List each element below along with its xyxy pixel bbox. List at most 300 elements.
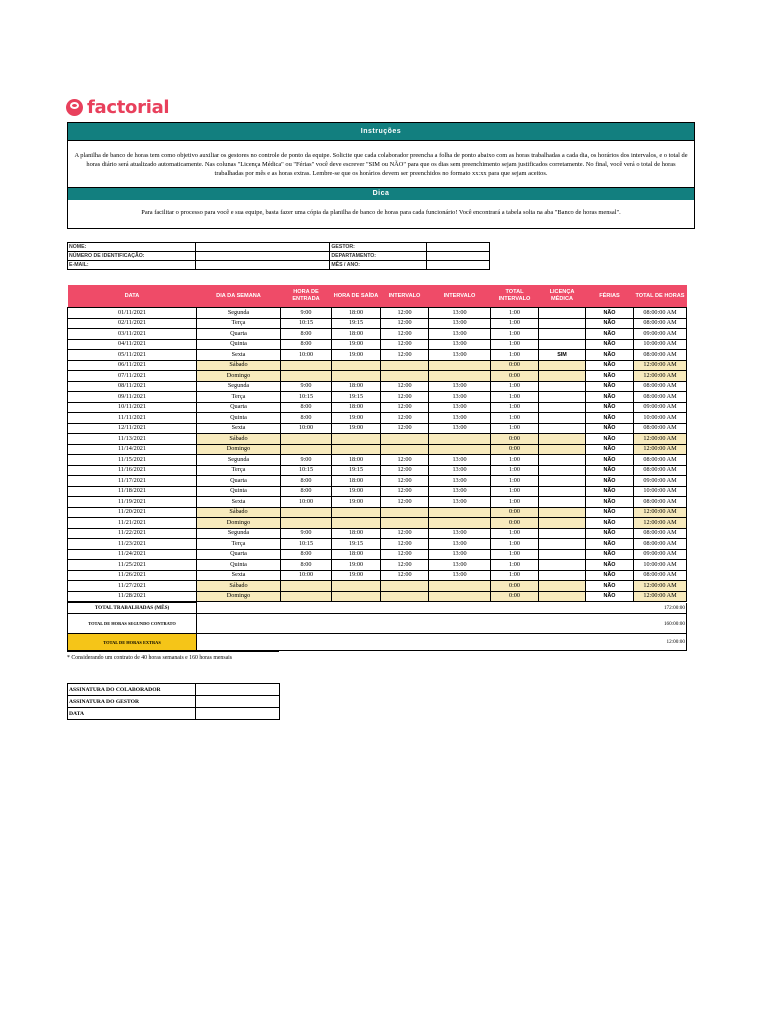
weekday-cell: Domingo bbox=[197, 444, 281, 455]
date-cell: 11/27/2021 bbox=[68, 581, 197, 592]
break-end-cell[interactable] bbox=[429, 360, 491, 371]
instructions-title: Instruções bbox=[68, 123, 694, 140]
break-start-cell[interactable] bbox=[381, 434, 429, 445]
break-start-cell[interactable]: 12:00 bbox=[381, 549, 429, 560]
exit-time-cell[interactable] bbox=[332, 444, 381, 455]
vacation-cell[interactable]: NÃO bbox=[586, 371, 634, 382]
medical-leave-cell[interactable] bbox=[539, 413, 586, 424]
table-row bbox=[68, 581, 687, 592]
entry-time-cell[interactable]: 10:15 bbox=[281, 465, 332, 476]
table-row bbox=[68, 455, 687, 466]
total-hours-cell: 12:00:00 AM bbox=[634, 434, 687, 445]
break-end-cell[interactable] bbox=[429, 434, 491, 445]
exit-time-cell[interactable] bbox=[332, 434, 381, 445]
break-end-cell[interactable]: 13:00 bbox=[429, 497, 491, 508]
break-end-cell[interactable]: 13:00 bbox=[429, 528, 491, 539]
date-cell: 02/11/2021 bbox=[68, 318, 197, 329]
break-end-cell[interactable]: 13:00 bbox=[429, 465, 491, 476]
exit-time-cell[interactable]: 19:00 bbox=[332, 560, 381, 571]
break-start-cell[interactable]: 12:00 bbox=[381, 539, 429, 550]
break-end-cell[interactable]: 13:00 bbox=[429, 392, 491, 403]
total-break-cell: 0:00 bbox=[491, 518, 539, 529]
entry-time-cell[interactable]: 10:15 bbox=[281, 539, 332, 550]
date-cell: 07/11/2021 bbox=[68, 371, 197, 382]
break-start-cell[interactable]: 12:00 bbox=[381, 392, 429, 403]
weekday-cell: Sexta bbox=[197, 497, 281, 508]
date-cell: 01/11/2021 bbox=[68, 308, 197, 319]
exit-time-cell[interactable]: 18:00 bbox=[332, 455, 381, 466]
break-end-cell[interactable]: 13:00 bbox=[429, 476, 491, 487]
break-start-cell[interactable]: 12:00 bbox=[381, 413, 429, 424]
date-cell: 11/22/2021 bbox=[68, 528, 197, 539]
break-start-cell[interactable] bbox=[381, 591, 429, 602]
total-hours-cell: 08:00:00 AM bbox=[634, 350, 687, 361]
vacation-cell[interactable]: NÃO bbox=[586, 455, 634, 466]
total-break-cell: 1:00 bbox=[491, 476, 539, 487]
table-row bbox=[68, 434, 687, 445]
entry-time-cell[interactable]: 8:00 bbox=[281, 476, 332, 487]
table-row bbox=[68, 360, 687, 371]
exit-time-cell[interactable] bbox=[332, 581, 381, 592]
medical-leave-cell[interactable] bbox=[539, 402, 586, 413]
table-row bbox=[68, 518, 687, 529]
entry-time-cell[interactable]: 10:00 bbox=[281, 350, 332, 361]
entry-time-cell[interactable]: 10:00 bbox=[281, 570, 332, 581]
break-end-cell[interactable]: 13:00 bbox=[429, 381, 491, 392]
break-end-cell[interactable]: 13:00 bbox=[429, 402, 491, 413]
total-hours-cell: 12:00:00 AM bbox=[634, 360, 687, 371]
medical-leave-cell[interactable] bbox=[539, 476, 586, 487]
exit-time-cell[interactable]: 18:00 bbox=[332, 308, 381, 319]
table-row bbox=[68, 570, 687, 581]
medical-leave-cell[interactable] bbox=[539, 371, 586, 382]
weekday-cell: Sábado bbox=[197, 507, 281, 518]
total-extra-label: TOTAL DE HORAS EXTRAS bbox=[68, 634, 197, 651]
department-field[interactable] bbox=[427, 252, 490, 261]
vacation-cell[interactable]: NÃO bbox=[586, 423, 634, 434]
break-start-cell[interactable]: 12:00 bbox=[381, 402, 429, 413]
total-hours-cell: 09:00:00 AM bbox=[634, 329, 687, 340]
month-year-label: MÊS / ANO: bbox=[330, 261, 427, 270]
break-start-cell[interactable] bbox=[381, 581, 429, 592]
table-row bbox=[68, 486, 687, 497]
weekday-cell: Quarta bbox=[197, 549, 281, 560]
vacation-cell[interactable]: NÃO bbox=[586, 476, 634, 487]
column-header: FÉRIAS bbox=[586, 285, 634, 308]
table-row bbox=[68, 318, 687, 329]
entry-time-cell[interactable]: 10:15 bbox=[281, 392, 332, 403]
medical-leave-cell[interactable] bbox=[539, 570, 586, 581]
manager-label: GESTOR: bbox=[330, 243, 427, 252]
total-hours-cell: 12:00:00 AM bbox=[634, 444, 687, 455]
entry-time-cell[interactable] bbox=[281, 371, 332, 382]
vacation-cell[interactable]: NÃO bbox=[586, 360, 634, 371]
weekday-cell: Quinta bbox=[197, 560, 281, 571]
weekday-cell: Sábado bbox=[197, 581, 281, 592]
vacation-cell[interactable]: NÃO bbox=[586, 465, 634, 476]
break-start-cell[interactable]: 12:00 bbox=[381, 560, 429, 571]
employee-info-table bbox=[67, 242, 490, 270]
medical-leave-cell[interactable] bbox=[539, 518, 586, 529]
entry-time-cell[interactable] bbox=[281, 518, 332, 529]
exit-time-cell[interactable]: 19:00 bbox=[332, 339, 381, 350]
entry-time-cell[interactable] bbox=[281, 444, 332, 455]
weekday-cell: Segunda bbox=[197, 528, 281, 539]
entry-time-cell[interactable]: 8:00 bbox=[281, 549, 332, 560]
date-cell: 11/25/2021 bbox=[68, 560, 197, 571]
entry-time-cell[interactable]: 9:00 bbox=[281, 528, 332, 539]
exit-time-cell[interactable]: 19:00 bbox=[332, 486, 381, 497]
vacation-cell[interactable]: NÃO bbox=[586, 528, 634, 539]
break-start-cell[interactable]: 12:00 bbox=[381, 486, 429, 497]
vacation-cell[interactable]: NÃO bbox=[586, 560, 634, 571]
break-end-cell[interactable] bbox=[429, 507, 491, 518]
break-start-cell[interactable]: 12:00 bbox=[381, 423, 429, 434]
break-end-cell[interactable]: 13:00 bbox=[429, 549, 491, 560]
weekday-cell: Terça bbox=[197, 539, 281, 550]
medical-leave-cell[interactable] bbox=[539, 549, 586, 560]
totals-table bbox=[67, 602, 687, 651]
entry-time-cell[interactable]: 9:00 bbox=[281, 455, 332, 466]
total-hours-cell: 08:00:00 AM bbox=[634, 455, 687, 466]
table-row bbox=[68, 497, 687, 508]
total-hours-cell: 08:00:00 AM bbox=[634, 539, 687, 550]
total-break-cell: 0:00 bbox=[491, 507, 539, 518]
email-field[interactable] bbox=[195, 261, 330, 270]
weekday-cell: Quinta bbox=[197, 486, 281, 497]
entry-time-cell[interactable]: 10:15 bbox=[281, 318, 332, 329]
date-cell: 11/23/2021 bbox=[68, 539, 197, 550]
factorial-logo-icon bbox=[66, 99, 83, 116]
table-row bbox=[68, 371, 687, 382]
date-cell: 10/11/2021 bbox=[68, 402, 197, 413]
name-label: NOME: bbox=[68, 243, 196, 252]
vacation-cell[interactable]: NÃO bbox=[586, 444, 634, 455]
vacation-cell[interactable]: NÃO bbox=[586, 570, 634, 581]
exit-time-cell[interactable]: 19:15 bbox=[332, 392, 381, 403]
break-end-cell[interactable] bbox=[429, 518, 491, 529]
vacation-cell[interactable]: NÃO bbox=[586, 497, 634, 508]
total-break-cell: 0:00 bbox=[491, 591, 539, 602]
total-hours-cell: 09:00:00 AM bbox=[634, 402, 687, 413]
table-row bbox=[68, 539, 687, 550]
break-start-cell[interactable] bbox=[381, 371, 429, 382]
weekday-cell: Quarta bbox=[197, 476, 281, 487]
table-row bbox=[68, 381, 687, 392]
medical-leave-cell[interactable] bbox=[539, 339, 586, 350]
total-hours-cell: 10:00:00 AM bbox=[634, 339, 687, 350]
medical-leave-cell[interactable] bbox=[539, 465, 586, 476]
break-start-cell[interactable]: 12:00 bbox=[381, 318, 429, 329]
medical-leave-cell[interactable] bbox=[539, 528, 586, 539]
total-hours-cell: 10:00:00 AM bbox=[634, 413, 687, 424]
date-cell: 09/11/2021 bbox=[68, 392, 197, 403]
date-cell: 11/21/2021 bbox=[68, 518, 197, 529]
break-start-cell[interactable]: 12:00 bbox=[381, 381, 429, 392]
timesheet-header-row bbox=[68, 285, 687, 308]
column-header: TOTAL DE HORAS bbox=[634, 285, 687, 308]
break-start-cell[interactable]: 12:00 bbox=[381, 350, 429, 361]
date-cell: 11/15/2021 bbox=[68, 455, 197, 466]
exit-time-cell[interactable]: 19:00 bbox=[332, 413, 381, 424]
instructions-text: A planilha de banco de horas tem como objetivo auxiliar os gestores no controle de ponto da equipe. Solicite que cada colaborador preencha a folha de ponto abaixo com as horas trabalhadas a cada dia, os horários dos intervalos, e o total de horas diário será atualizado automaticamente. Nas colunas "Licença Médica" ou "Férias" você deve escrever "SIM ou NÃO" para que os dias sem preenchimento sejam justificados corretamente. No final, você verá o total de horas trabalhadas por mês e as horas extras. Lembre-se que os horários devem ser preenchidos no formato xx:xx para que sejam aceitos. bbox=[74, 152, 688, 177]
date-cell: 11/19/2021 bbox=[68, 497, 197, 508]
name-field[interactable] bbox=[195, 243, 330, 252]
break-end-cell[interactable]: 13:00 bbox=[429, 413, 491, 424]
weekday-cell: Segunda bbox=[197, 381, 281, 392]
exit-time-cell[interactable]: 18:00 bbox=[332, 528, 381, 539]
vacation-cell[interactable]: NÃO bbox=[586, 318, 634, 329]
medical-leave-cell[interactable] bbox=[539, 329, 586, 340]
divider bbox=[67, 651, 279, 652]
weekday-cell: Quarta bbox=[197, 329, 281, 340]
total-hours-cell: 08:00:00 AM bbox=[634, 392, 687, 403]
break-start-cell[interactable] bbox=[381, 444, 429, 455]
exit-time-cell[interactable]: 19:00 bbox=[332, 570, 381, 581]
total-break-cell: 1:00 bbox=[491, 465, 539, 476]
medical-leave-cell[interactable] bbox=[539, 539, 586, 550]
exit-time-cell[interactable]: 19:00 bbox=[332, 423, 381, 434]
total-hours-cell: 09:00:00 AM bbox=[634, 549, 687, 560]
table-row bbox=[68, 444, 687, 455]
total-hours-cell: 08:00:00 AM bbox=[634, 528, 687, 539]
total-break-cell: 1:00 bbox=[491, 539, 539, 550]
department-label: DEPARTAMENTO: bbox=[330, 252, 427, 261]
exit-time-cell[interactable]: 18:00 bbox=[332, 476, 381, 487]
entry-time-cell[interactable] bbox=[281, 591, 332, 602]
total-extra-value: 12:00:00 bbox=[197, 634, 687, 651]
vacation-cell[interactable]: NÃO bbox=[586, 381, 634, 392]
total-break-cell: 1:00 bbox=[491, 318, 539, 329]
entry-time-cell[interactable]: 9:00 bbox=[281, 308, 332, 319]
column-header: INTERVALO bbox=[429, 285, 491, 308]
total-hours-cell: 09:00:00 AM bbox=[634, 476, 687, 487]
total-hours-cell: 10:00:00 AM bbox=[634, 560, 687, 571]
total-break-cell: 1:00 bbox=[491, 497, 539, 508]
medical-leave-cell[interactable] bbox=[539, 392, 586, 403]
vacation-cell[interactable]: NÃO bbox=[586, 581, 634, 592]
total-break-cell: 1:00 bbox=[491, 329, 539, 340]
weekday-cell: Sábado bbox=[197, 434, 281, 445]
entry-time-cell[interactable]: 8:00 bbox=[281, 413, 332, 424]
total-break-cell: 0:00 bbox=[491, 360, 539, 371]
table-row bbox=[68, 507, 687, 518]
table-row bbox=[68, 339, 687, 350]
date-cell: 11/16/2021 bbox=[68, 465, 197, 476]
entry-time-cell[interactable]: 10:00 bbox=[281, 497, 332, 508]
total-break-cell: 1:00 bbox=[491, 549, 539, 560]
medical-leave-cell[interactable] bbox=[539, 318, 586, 329]
entry-time-cell[interactable]: 8:00 bbox=[281, 329, 332, 340]
weekday-cell: Sábado bbox=[197, 360, 281, 371]
break-start-cell[interactable]: 12:00 bbox=[381, 570, 429, 581]
break-start-cell[interactable] bbox=[381, 518, 429, 529]
break-end-cell[interactable]: 13:00 bbox=[429, 329, 491, 340]
medical-leave-cell[interactable] bbox=[539, 444, 586, 455]
weekday-cell: Domingo bbox=[197, 518, 281, 529]
vacation-cell[interactable]: NÃO bbox=[586, 518, 634, 529]
vacation-cell[interactable]: NÃO bbox=[586, 539, 634, 550]
vacation-cell[interactable]: NÃO bbox=[586, 308, 634, 319]
break-end-cell[interactable]: 13:00 bbox=[429, 486, 491, 497]
exit-time-cell[interactable]: 18:00 bbox=[332, 381, 381, 392]
total-hours-cell: 12:00:00 AM bbox=[634, 371, 687, 382]
manager-signature-label: ASSINATURA DO GESTOR bbox=[68, 696, 196, 708]
total-break-cell: 1:00 bbox=[491, 308, 539, 319]
entry-time-cell[interactable] bbox=[281, 507, 332, 518]
exit-time-cell[interactable]: 19:15 bbox=[332, 465, 381, 476]
break-start-cell[interactable] bbox=[381, 360, 429, 371]
column-header: LICENÇA MÉDICA bbox=[539, 285, 586, 308]
table-row bbox=[68, 528, 687, 539]
email-label: E-MAIL: bbox=[68, 261, 196, 270]
break-start-cell[interactable]: 12:00 bbox=[381, 339, 429, 350]
medical-leave-cell[interactable] bbox=[539, 308, 586, 319]
medical-leave-cell[interactable] bbox=[539, 507, 586, 518]
table-row bbox=[68, 465, 687, 476]
total-hours-cell: 12:00:00 AM bbox=[634, 591, 687, 602]
break-end-cell[interactable]: 13:00 bbox=[429, 423, 491, 434]
weekday-cell: Domingo bbox=[197, 591, 281, 602]
break-end-cell[interactable] bbox=[429, 581, 491, 592]
date-cell: 11/20/2021 bbox=[68, 507, 197, 518]
weekday-cell: Quinta bbox=[197, 339, 281, 350]
break-start-cell[interactable]: 12:00 bbox=[381, 497, 429, 508]
break-start-cell[interactable]: 12:00 bbox=[381, 455, 429, 466]
vacation-cell[interactable]: NÃO bbox=[586, 434, 634, 445]
month-year-field[interactable] bbox=[427, 261, 490, 270]
entry-time-cell[interactable]: 8:00 bbox=[281, 402, 332, 413]
break-end-cell[interactable]: 13:00 bbox=[429, 539, 491, 550]
column-header: TOTAL INTERVALO bbox=[491, 285, 539, 308]
exit-time-cell[interactable]: 18:00 bbox=[332, 549, 381, 560]
table-row bbox=[68, 350, 687, 361]
break-start-cell[interactable]: 12:00 bbox=[381, 329, 429, 340]
vacation-cell[interactable]: NÃO bbox=[586, 329, 634, 340]
id-number-field[interactable] bbox=[195, 252, 330, 261]
weekday-cell: Terça bbox=[197, 465, 281, 476]
break-end-cell[interactable]: 13:00 bbox=[429, 350, 491, 361]
medical-leave-cell[interactable] bbox=[539, 560, 586, 571]
entry-time-cell[interactable]: 8:00 bbox=[281, 560, 332, 571]
medical-leave-cell[interactable] bbox=[539, 423, 586, 434]
table-row bbox=[68, 402, 687, 413]
vacation-cell[interactable]: NÃO bbox=[586, 350, 634, 361]
timesheet-table bbox=[67, 285, 687, 602]
exit-time-cell[interactable]: 18:00 bbox=[332, 402, 381, 413]
vacation-cell[interactable]: NÃO bbox=[586, 339, 634, 350]
employee-signature-field[interactable] bbox=[196, 684, 280, 696]
break-start-cell[interactable]: 12:00 bbox=[381, 308, 429, 319]
entry-time-cell[interactable]: 8:00 bbox=[281, 486, 332, 497]
manager-field[interactable] bbox=[427, 243, 490, 252]
instructions-panel bbox=[67, 122, 695, 229]
entry-time-cell[interactable] bbox=[281, 581, 332, 592]
medical-leave-cell[interactable] bbox=[539, 455, 586, 466]
total-hours-cell: 12:00:00 AM bbox=[634, 507, 687, 518]
exit-time-cell[interactable] bbox=[332, 371, 381, 382]
weekday-cell: Segunda bbox=[197, 455, 281, 466]
date-field[interactable] bbox=[196, 708, 280, 720]
weekday-cell: Quarta bbox=[197, 402, 281, 413]
break-end-cell[interactable]: 13:00 bbox=[429, 308, 491, 319]
total-hours-cell: 10:00:00 AM bbox=[634, 486, 687, 497]
vacation-cell[interactable]: NÃO bbox=[586, 591, 634, 602]
entry-time-cell[interactable]: 8:00 bbox=[281, 339, 332, 350]
total-hours-cell: 08:00:00 AM bbox=[634, 497, 687, 508]
break-end-cell[interactable]: 13:00 bbox=[429, 318, 491, 329]
medical-leave-cell[interactable] bbox=[539, 497, 586, 508]
exit-time-cell[interactable] bbox=[332, 591, 381, 602]
manager-signature-field[interactable] bbox=[196, 696, 280, 708]
table-row bbox=[68, 549, 687, 560]
exit-time-cell[interactable]: 19:15 bbox=[332, 539, 381, 550]
vacation-cell[interactable]: NÃO bbox=[586, 549, 634, 560]
total-hours-cell: 08:00:00 AM bbox=[634, 381, 687, 392]
vacation-cell[interactable]: NÃO bbox=[586, 486, 634, 497]
exit-time-cell[interactable] bbox=[332, 507, 381, 518]
signature-table bbox=[67, 683, 280, 720]
total-break-cell: 1:00 bbox=[491, 413, 539, 424]
exit-time-cell[interactable]: 19:15 bbox=[332, 318, 381, 329]
exit-time-cell[interactable] bbox=[332, 518, 381, 529]
total-break-cell: 1:00 bbox=[491, 381, 539, 392]
break-start-cell[interactable]: 12:00 bbox=[381, 528, 429, 539]
total-hours-cell: 08:00:00 AM bbox=[634, 570, 687, 581]
entry-time-cell[interactable]: 9:00 bbox=[281, 381, 332, 392]
break-end-cell[interactable]: 13:00 bbox=[429, 339, 491, 350]
date-cell: 08/11/2021 bbox=[68, 381, 197, 392]
medical-leave-cell[interactable] bbox=[539, 381, 586, 392]
vacation-cell[interactable]: NÃO bbox=[586, 413, 634, 424]
entry-time-cell[interactable] bbox=[281, 360, 332, 371]
total-hours-cell: 12:00:00 AM bbox=[634, 581, 687, 592]
vacation-cell[interactable]: NÃO bbox=[586, 402, 634, 413]
medical-leave-cell[interactable] bbox=[539, 591, 586, 602]
vacation-cell[interactable]: NÃO bbox=[586, 507, 634, 518]
break-start-cell[interactable]: 12:00 bbox=[381, 465, 429, 476]
break-end-cell[interactable] bbox=[429, 444, 491, 455]
total-hours-cell: 08:00:00 AM bbox=[634, 423, 687, 434]
exit-time-cell[interactable] bbox=[332, 360, 381, 371]
entry-time-cell[interactable]: 10:00 bbox=[281, 423, 332, 434]
exit-time-cell[interactable]: 19:00 bbox=[332, 497, 381, 508]
medical-leave-cell[interactable] bbox=[539, 486, 586, 497]
medical-leave-cell[interactable] bbox=[539, 581, 586, 592]
medical-leave-cell[interactable] bbox=[539, 360, 586, 371]
total-break-cell: 1:00 bbox=[491, 570, 539, 581]
break-end-cell[interactable] bbox=[429, 371, 491, 382]
tips-text: Para facilitar o processo para você e sua equipe, basta fazer uma cópia da planilha de banco de horas para cada funcionário! Você encontrará a tabela solta na aba "Banco de horas mensal". bbox=[141, 209, 621, 216]
break-start-cell[interactable] bbox=[381, 507, 429, 518]
exit-time-cell[interactable]: 19:00 bbox=[332, 350, 381, 361]
break-end-cell[interactable]: 13:00 bbox=[429, 455, 491, 466]
medical-leave-cell[interactable] bbox=[539, 434, 586, 445]
break-end-cell[interactable]: 13:00 bbox=[429, 560, 491, 571]
weekday-cell: Terça bbox=[197, 318, 281, 329]
total-break-cell: 1:00 bbox=[491, 486, 539, 497]
medical-leave-cell[interactable]: SIM bbox=[539, 350, 586, 361]
break-end-cell[interactable] bbox=[429, 591, 491, 602]
tips-title: Dica bbox=[68, 187, 694, 200]
break-start-cell[interactable]: 12:00 bbox=[381, 476, 429, 487]
vacation-cell[interactable]: NÃO bbox=[586, 392, 634, 403]
table-row bbox=[68, 423, 687, 434]
entry-time-cell[interactable] bbox=[281, 434, 332, 445]
break-end-cell[interactable]: 13:00 bbox=[429, 570, 491, 581]
table-row bbox=[68, 476, 687, 487]
exit-time-cell[interactable]: 18:00 bbox=[332, 329, 381, 340]
